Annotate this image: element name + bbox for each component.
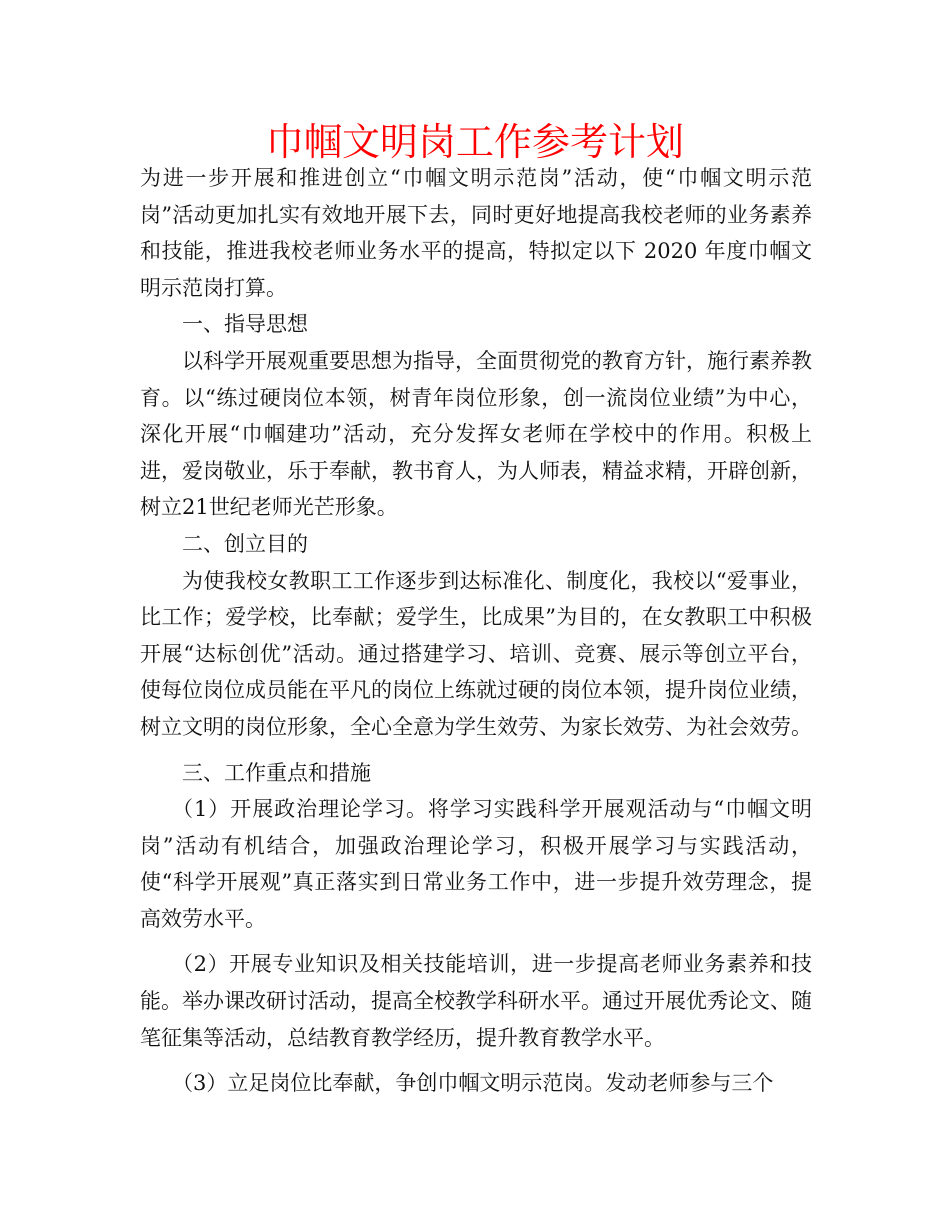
document-title: 巾帼文明岗工作参考计划 <box>265 120 684 164</box>
guiding-ideology-paragraph: 以科学开展观重要思想为指导，全面贯彻党的教育方针，施行素养教育。以“练过硬岗位本领，树青年岗位形象，创一流岗位业绩”为中心，深化开展“巾帼建功”活动，充分发挥女老师在学校中的作用。积极上进，爱岗敬业，乐于奉献，教书育人，为人师表，精益求精，开辟创新，树立21世纪老师光芒形象。 <box>140 348 812 520</box>
section-heading-guiding-ideology: 一、指导思想 <box>182 312 308 337</box>
measure-item-3: （3）立足岗位比奉献，争创巾帼文明示范岗。发动老师参与三个 <box>172 1071 774 1096</box>
section-heading-key-work-measures: 三、工作重点和措施 <box>182 760 371 785</box>
document-body <box>140 160 812 1102</box>
intro-paragraph: 为进一步开展和推进创立“巾帼文明示范岗”活动，使“巾帼文明示范岗”活动更加扎实有效地开展下去，同时更好地提高我校老师的业务素养和技能，推进我校老师业务水平的提高，特拟定以下 2020 年度巾帼文明示范岗打算。 <box>140 166 812 300</box>
measure-item-1: （1）开展政治理论学习。将学习实践科学开展观活动与“巾帼文明岗”活动有机结合，加强政治理论学习，积极开展学习与实践活动，使“科学开展观”真正落实到日常业务工作中，进一步提升效劳理念，提高效劳水平。 <box>140 797 812 931</box>
purpose-paragraph: 为使我校女教职工工作逐步到达标准化、制度化，我校以“爱事业，比工作；爱学校，比奉献；爱学生，比成果”为目的，在女教职工中积极开展“达标创优”活动。通过搭建学习、培训、竞赛、展示等创立平台，使每位岗位成员能在平凡的岗位上练就过硬的岗位本领，提升岗位业绩，树立文明的岗位形象，全心全意为学生效劳、为家长效劳、为社会效劳。 <box>140 568 812 739</box>
measure-item-2: （2）开展专业知识及相关技能培训，进一步提高老师业务素养和技能。举办课改研讨活动，提高全校教学科研水平。通过开展优秀论文、随笔征集等活动，总结教育教学经历，提升教育教学水平。 <box>140 952 812 1050</box>
section-heading-purpose: 二、创立目的 <box>182 531 308 556</box>
